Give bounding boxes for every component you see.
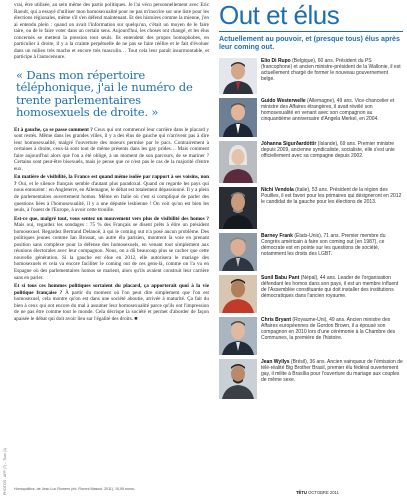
pull-quote: « Dans mon répertoire téléphonique, j'ai le numéro de trente parlementaires homosexuels de droite. » [16,67,193,120]
politician-bio: Chris Bryant (Royaume-Uni), 49 ans. Ancien ministre des Affaires européennes de Gordon Brown, il a épousé son compagnon en 2010 lors d'une cérémonie à la Chambre des Communes, la première de l'histoire. [261,316,396,341]
politician-name: Barney Frank [261,232,293,239]
portrait-photo [219,275,257,313]
list-item [219,231,403,273]
photo-credit-vertical: PHOTOS : AFP (7) – Tous (1) [3,447,7,495]
politician-bio: Nichi Vendola (Italie), 53 ans. Président de la région des Pouilles, il est favori pour les primaires qui désigneront en 2012 le candidat de la gauche pour les élections de 2013. [261,186,402,205]
portrait-photo [219,317,257,355]
paragraph-intro: vrai, être utilisée, au sein même des partis politiques. Je l'ai vécu personnellement avec Eric Raoult, qui a essayé d'utiliser mon homosexualité pour ne pas m'inscrire sur une liste pour les élections régionales, même s'il s'en défend maintenant. Et des histoires comme la mienne, j'en ai entendu plein : quand on avait l'information sur quelqu'un, c'était un moyen de le faire taire, ou de le faire voter dans un certain sens. Aujourd'hui, les choses ont changé, et les élus concernés se mettent la pression tout seuls. Ils entendent des propos homophobes, en particulier à droite, il y a la crainte perpétuelle de ne pas se faire réélire et le fait d'évoluer dans un milieu très macho et encore très masculin… Tout cela leur paraît insurmontable, et participe à l'autocensure. [14,2,209,61]
politician-bio: Jean Wyllys (Brésil), 36 ans. Ancien vainqueur de l'émission de télé-réalité Big Brother Brasil, premier élu fédéral ouvertement gay, il milite à Brasília pour l'ouverture du mariage aux couples de même sexe. [261,358,403,383]
list-item [219,315,403,357]
answer: Mais oui, regardez les sondages : 75 % des Français se disent prêts à élire un président homosexuel. Regardez Bertrand Delanoë, à qui le coming out n'a posé aucun problème. Des politiques jeunes comme Ian Brossat, un autre élu parisien, montrent la voie en prenant position sans complexe pour la défense des homosexuels, en venant tout simplement aux réunions électorales avec leur compagnon. Nous, on a dû beaucoup plus se cacher que cette nouvelle génération. Si la gauche est élue en 2012, elle autorisera le mariage des homosexuels et cela va encore faciliter le coming out de ces gens-là, comme on l'a vu en Espagne où des parlementaires homos se marient, alors qu'ils avaient construit leur carrière sans en parler. [14,222,209,281]
list-item [219,357,403,401]
politician-name: Jóhanna Sigurðardóttir [261,140,317,147]
portrait-photo [219,233,257,271]
politician-name: Elio Di Rupo [261,57,291,64]
politician-name: Sunil Babu Pant [261,274,300,281]
list-item [219,139,403,185]
answer: Oui, et le silence français semble d'autant plus paradoxal. Quand on regarde les pays qui nous entourent : en Angleterre, en Allemagne, le débat est totalement dépassionné. Il y a plein de parlementaires ouvertement homos. Même en Italie où c'est si compliqué de parler des questions liées à l'homosexualité, il y a une députée lesbienne ! On voit qu'on est bien les seuls, à l'ouest de l'Europe, à avoir cette trouille. [14,180,209,214]
politician-name: Guido Westerwelle [261,97,306,104]
list-item [219,185,403,231]
question: Et si tous ces hommes politiques sortaient du placard, ça apporterait quoi à la vie politique française ? [14,283,209,296]
politician-bio: Barney Frank (États-Unis), 71 ans. Premier membre du Congrès américain à faire son coming out (en 1987), ce démocrate est en pointe sur les questions de société, notamment les droits des LGBT. [261,232,386,257]
politician-name: Chris Bryant [261,316,292,323]
portrait-photo [219,98,257,137]
sidebar-title: Out et élus [219,0,403,32]
portrait-photo [219,359,257,399]
question: Et à gauche, ça se passe comment ? [14,126,93,133]
list-item [219,56,403,96]
politician-name: Jean Wyllys [261,358,290,365]
sidebar-out-et-elus [219,0,403,490]
magazine-name: TÊTU [296,490,307,495]
list-item [219,96,403,139]
question: Est-ce que, malgré tout, vous sentez un mouvement vers plus de visibilité des homos ? [14,215,209,222]
portrait-photo [219,187,257,229]
politician-bio: Sunil Babu Pant (Népal), 44 ans. Leader de l'organisation défendant les homos dans son pays, il est un membre influent de l'Assemblée constituante qui doit installer des institutions démocratiques dans l'ancien royaume. [261,274,399,299]
answer: Ceux qui ont commencé leur carrière dans le placard y sont restés. Même dans les grandes villes, il y a des élus de gauche qui n'arrivent pas à dire leur homosexualité, malgré l'ouverture des moeurs permise par le pacs. Contrairement à certaines à droite, ceux-là sont tout de même présents dans les gay prides… Mais comment faire aujourd'hui alors que l'on a été obligé, à un moment de son parcours, de se mariner ? Certains sont peut-être bisexuels, mais je pense que ce n'est pas le cas de la majorité d'entre eux. [14,126,209,172]
paragraph-visibility [14,174,209,213]
paragraph-left-wing [14,127,209,173]
politician-bio: Jóhanna Sigurðardóttir (Islande), 69 ans. Premier ministre depuis 2009, ancienne syndicaliste, socialiste, elle s'est unie officiellement avec sa compagne depuis 2002. [261,140,395,159]
paragraph-closing [14,283,209,322]
portrait-photo [219,141,257,183]
book-credit: Homopolitics, de Jean-Luc Romero (éd. Florent Massot, 2011), 15,95 euros. [14,487,135,491]
paragraph-movement [14,216,209,281]
page-footer [296,490,406,495]
list-item [219,273,403,315]
politician-bio: Guido Westerwelle (Allemagne), 49 ans. Vice-chancelier et ministre des Affaires étrangères, il avait révélé son homosexualité en venant avec son compagnon au cinquantième anniversaire d'Angela Merkel, en 2004. [261,97,395,122]
interview-column [14,2,209,488]
politician-list [219,56,403,401]
title-rule [219,31,403,32]
issue-date: OCTOBRE 2011 [308,490,339,495]
question: En matière de visibilité, la France est quand même isolée par rapport à ses voisins, non ? [14,174,209,187]
politician-bio: Elio Di Rupo (Belgique), 60 ans. Président du PS (francophone) et ancien ministre-président de la Wallonie, il est actuellement chargé de former le nouveau gouvernement belge. [261,57,401,82]
answer: À partir du moment où l'on peut dire simplement que l'on est homosexuel, cela montre qu'on est dans une société aboutie, arrivée à maturité. Ça fait du bien à ceux qui ont encore du mal à assumer leur homosexualité parce qu'ils ont l'impression de ne pas être comme tout le monde. Cela décrispe la société et permet d'aborder de façon apaisée le débat qui doit avoir lieu sur l'égalité des droits. ■ [14,289,209,322]
sidebar-subtitle: Actuellement au pouvoir, et (presque tous) élus après leur coming out. [219,35,400,52]
politician-name: Nichi Vendola [261,186,294,193]
portrait-photo [219,58,257,94]
